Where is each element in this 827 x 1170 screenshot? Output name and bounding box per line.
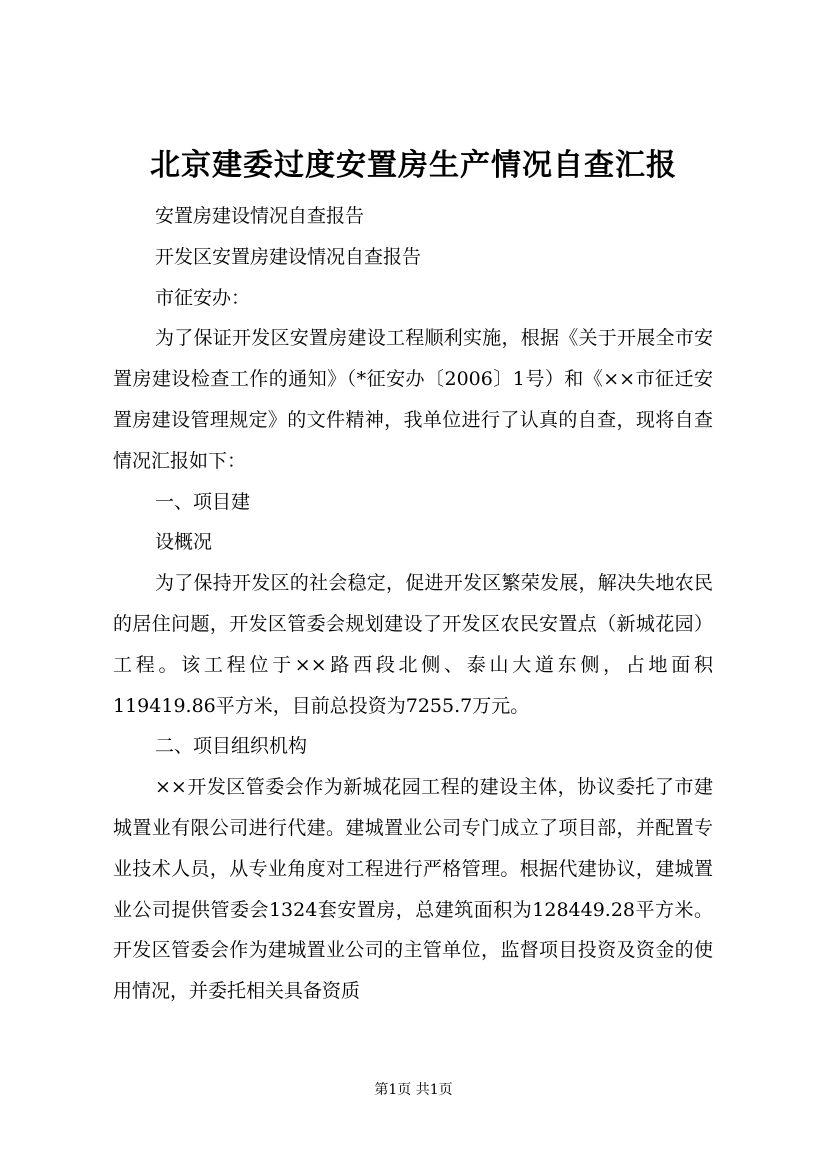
section-heading-1b: 设概况 — [155, 531, 213, 554]
paragraph-intro: 为了保证开发区安置房建设工程顺利实施，根据《关于开展全市安置房建设检查工作的通知》（*征安办〔2006〕1号）和《××市征迁安置房建设管理规定》的文件精神，我单位进行了认真的自查，现将自查情况汇报如下： — [113, 327, 713, 472]
paragraph-overview: 为了保持开发区的社会稳定，促进开发区繁荣发展，解决失地农民的居住问题，开发区管委会规划建设了开发区农民安置点（新城花园）工程。该工程位于××路西段北侧、泰山大道东侧，占地面积119419.86平方米，目前总投资为7255.7万元。 — [113, 572, 713, 717]
paragraph-organization: ××开发区管委会作为新城花园工程的建设主体，协议委托了市建城置业有限公司进行代建。建城置业公司专门成立了项目部，并配置专业技术人员，从专业角度对工程进行严格管理。根据代建协议，建城置业公司提供管委会1324套安置房，总建筑面积为128449.28平方米。开发区管委会作为建城置业公司的主管单位，监督项目投资及资金的使用情况，并委托相关具备资质 — [113, 776, 713, 1003]
section-heading-2: 二、项目组织机构 — [155, 735, 308, 758]
section-heading-1a: 一、项目建 — [155, 490, 251, 513]
subtitle-line-1: 安置房建设情况自查报告 — [155, 205, 365, 227]
salutation: 市征安办： — [155, 286, 251, 309]
subtitle-line-2: 开发区安置房建设情况自查报告 — [155, 245, 422, 268]
page-footer: 第1页 共1页 — [374, 1082, 453, 1098]
document-body — [113, 196, 713, 1012]
document-title: 北京建委过度安置房生产情况自查汇报 — [150, 148, 677, 183]
